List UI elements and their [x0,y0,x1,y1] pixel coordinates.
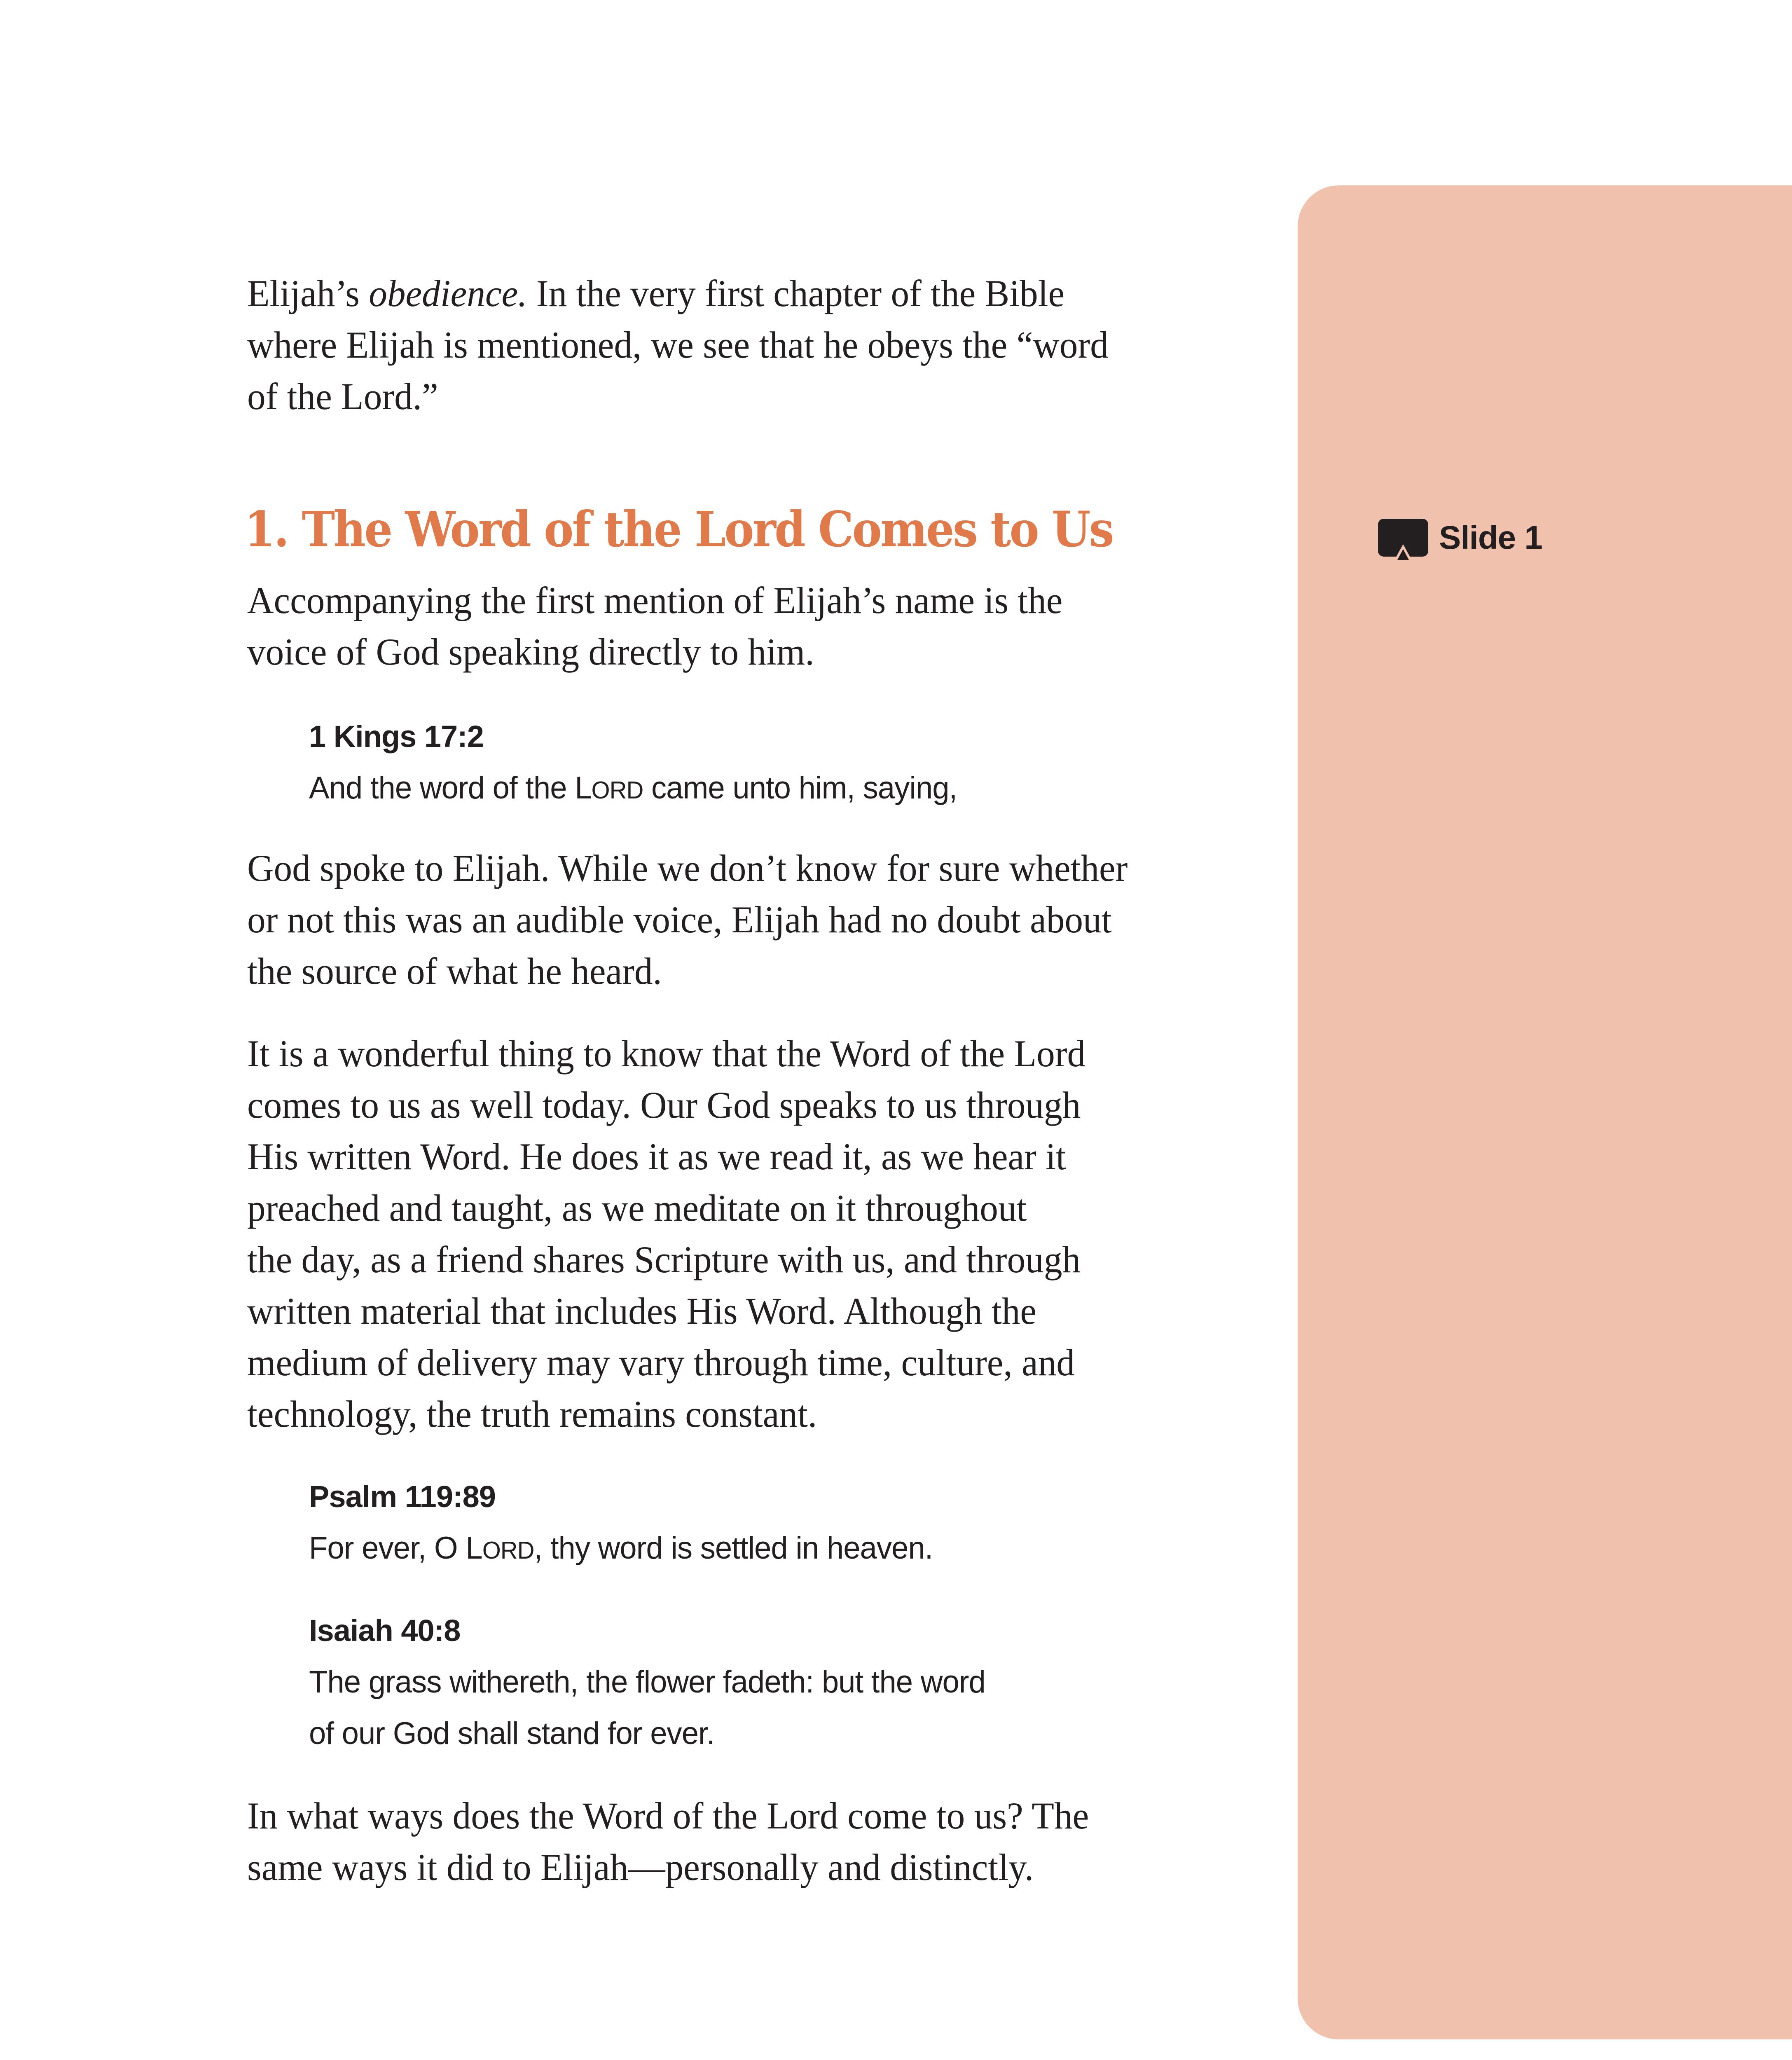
paragraph-line: God spoke to Elijah. While we don’t know for sure whether [247,847,1128,889]
verse-reference: Isaiah 40:8 [309,1613,461,1648]
paragraph-line: medium of delivery may vary through time, culture, and [247,1341,1075,1383]
verse-text [309,1522,1195,1576]
paragraph-accompanying [247,575,1236,678]
paragraph-line: In what ways does the Word of the Lord come to us? The [247,1795,1089,1837]
text-run: , thy word is settled in heaven. [534,1531,933,1566]
text-run: Elijah’s [247,272,369,314]
paragraph-line: Accompanying the first mention of Elijah’s name is the [247,579,1063,621]
paragraph-line: preached and taught, as we meditate on it throughout [247,1187,1027,1229]
small-caps-rest: ORD [482,1536,534,1564]
paragraph-wonderful-thing [247,1028,1236,1440]
paragraph-line: His written Word. He does it as we read it, as we hear it [247,1135,1066,1177]
paragraph-in-what-ways [247,1790,1236,1893]
verse-block-psalm [309,1471,1215,1576]
paragraph-line: the source of what he heard. [247,950,662,992]
verse-block-1-kings [309,711,1215,816]
slide-sidebar-panel [1298,185,1792,2039]
small-caps-rest: ORD [591,776,643,804]
intro-line [247,268,1207,319]
verse-block-isaiah [309,1605,1215,1759]
presentation-screen-icon [1378,519,1428,557]
paragraph-line: technology, the truth remains constant. [247,1393,817,1435]
text-run: came unto him, saying, [643,770,957,805]
paragraph-line: written material that includes His Word. Although the [247,1290,1037,1332]
small-caps-initial: L [466,1531,482,1566]
text-run: And the word of the [309,770,575,805]
paragraph-line: It is a wonderful thing to know that the Word of the Lord [247,1032,1086,1074]
text-run: For ever, O [309,1531,466,1566]
slide-indicator [1378,515,1542,560]
verse-reference: Psalm 119:89 [309,1479,496,1514]
verse-text-line: of our God shall stand for ever. [309,1716,715,1751]
italic-emphasis: obedience. [369,272,527,314]
paragraph-god-spoke [247,843,1236,997]
intro-line: where Elijah is mentioned, we see that he obeys the “word [247,324,1109,366]
paragraph-line: same ways it did to Elijah—personally and distinctly. [247,1846,1034,1888]
paragraph-line: comes to us as well today. Our God speaks to us through [247,1084,1081,1126]
paragraph-line: voice of God speaking directly to him. [247,631,814,673]
intro-line: of the Lord.” [247,375,438,417]
paragraph-line: the day, as a friend shares Scripture with us, and through [247,1238,1081,1280]
verse-text-line: The grass withereth, the flower fadeth: but the word [309,1664,985,1700]
text-run: In the very first chapter of the Bible [527,272,1065,314]
intro-paragraph [247,268,1236,422]
section-heading: 1. The Word of the Lord Comes to Us [244,501,1113,558]
verse-text [309,762,1195,816]
small-caps-initial: L [575,770,592,805]
paragraph-line: or not this was an audible voice, Elijah had no doubt about [247,899,1112,941]
verse-reference: 1 Kings 17:2 [309,719,484,754]
slide-label: Slide 1 [1439,519,1542,556]
